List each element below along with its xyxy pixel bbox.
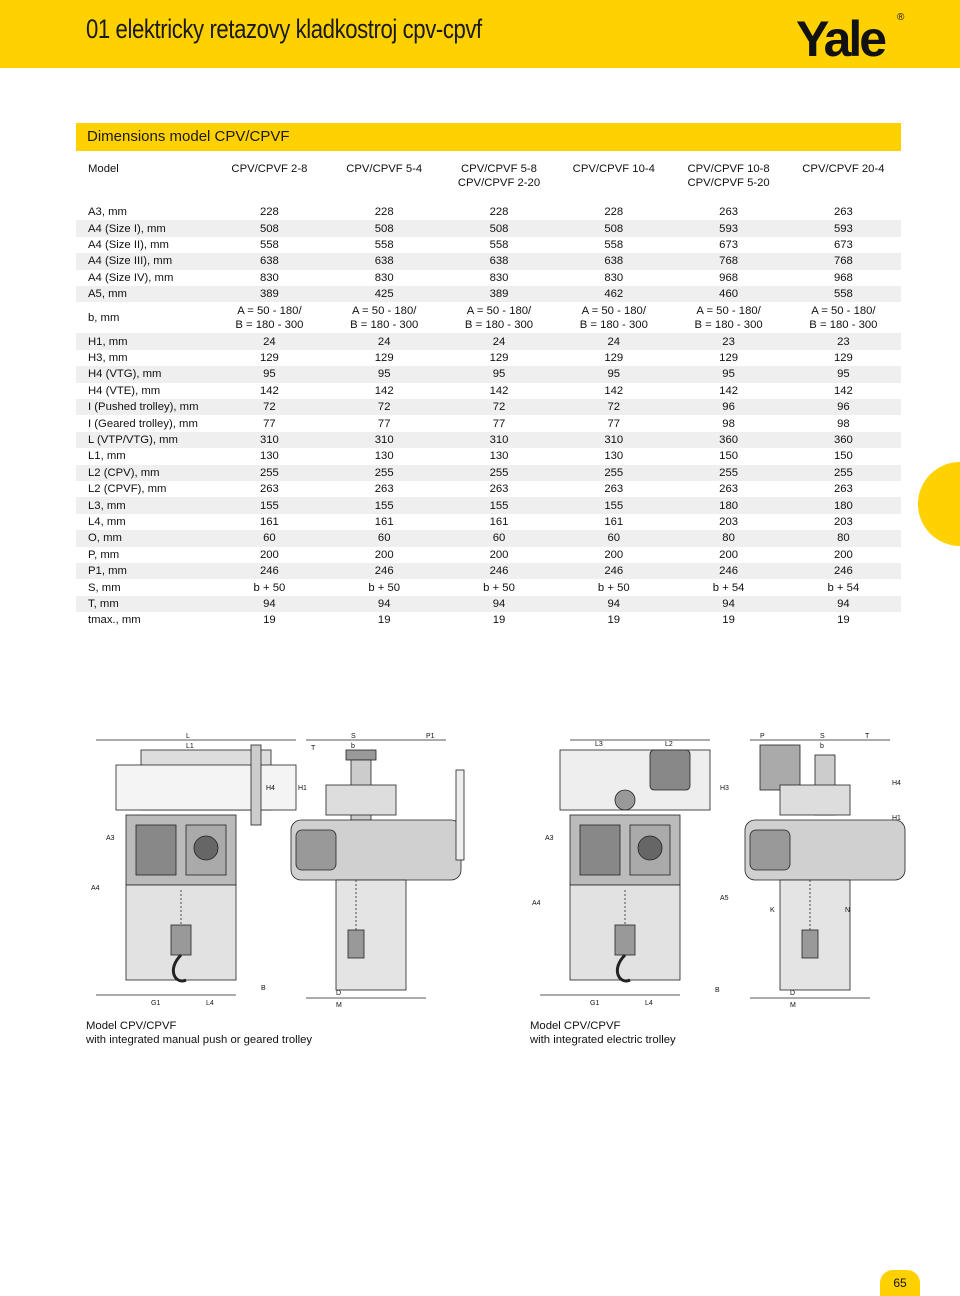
caption-line: with integrated manual push or geared trolley: [86, 1034, 313, 1046]
row-label: b, mm: [88, 311, 120, 324]
table-cell: 129: [719, 351, 739, 364]
technical-drawing-manual-trolley: [86, 730, 466, 1010]
table-cell: 263: [833, 483, 853, 496]
table-cell: 80: [722, 532, 735, 545]
table-cell: A = 50 - 180/ B = 180 - 300: [235, 304, 304, 331]
row-label: A4 (Size II), mm: [88, 238, 169, 251]
table-cell: 200: [604, 548, 624, 561]
table-cell: A = 50 - 180/ B = 180 - 300: [350, 304, 419, 331]
technical-drawing-electric-trolley: [530, 730, 910, 1010]
dim-label-p: P: [760, 733, 765, 740]
table-cell: 72: [263, 401, 276, 414]
table-cell: 508: [604, 222, 624, 235]
dim-label-a3: A3: [106, 835, 115, 842]
table-cell: 23: [722, 335, 735, 348]
dim-label-m: M: [790, 1002, 796, 1009]
dim-label-h4: H4: [892, 780, 901, 787]
row-label: I (Pushed trolley), mm: [88, 401, 199, 414]
row-label: A5, mm: [88, 288, 127, 301]
table-cell: 150: [833, 450, 853, 463]
table-cell: 155: [374, 499, 394, 512]
table-cell: 155: [604, 499, 624, 512]
table-cell: 60: [263, 532, 276, 545]
dim-label-h1: H1: [298, 785, 307, 792]
row-label: P, mm: [88, 548, 120, 561]
table-row: [76, 237, 901, 253]
table-cell: b + 50: [483, 581, 515, 594]
table-cell: b + 50: [597, 581, 630, 594]
row-label: S, mm: [88, 581, 121, 594]
row-label: L1, mm: [88, 450, 126, 463]
table-row: [76, 302, 901, 333]
table-row: [76, 415, 901, 431]
table-cell: 460: [719, 288, 739, 301]
table-cell: 228: [604, 206, 624, 219]
row-label: H1, mm: [88, 335, 128, 348]
table-cell: 72: [377, 401, 391, 414]
table-cell: 19: [492, 614, 506, 627]
dim-label-l1: L1: [186, 743, 194, 750]
row-label: L2 (CPVF), mm: [88, 483, 167, 496]
table-cell: A = 50 - 180/ B = 180 - 300: [694, 304, 763, 331]
table-cell: 593: [833, 222, 853, 235]
table-cell: 203: [833, 515, 853, 528]
table-cell: 673: [719, 238, 739, 251]
table-cell: 130: [259, 450, 279, 463]
dim-label-l4: L4: [645, 1000, 653, 1007]
row-label: L (VTP/VTG), mm: [88, 433, 178, 446]
registered-mark: ®: [897, 12, 905, 23]
table-row: [76, 366, 901, 382]
section-header: [76, 123, 901, 151]
page-number: 65: [880, 1270, 920, 1296]
table-row: [76, 579, 901, 595]
table-cell: 310: [604, 433, 624, 446]
decorative-circle: [918, 462, 960, 546]
dim-label-d: D: [790, 990, 796, 997]
table-cell: 129: [259, 351, 279, 364]
table-cell: b + 54: [827, 581, 860, 594]
table-cell: 968: [719, 271, 739, 284]
table-cell: 19: [837, 614, 850, 627]
table-cell: 263: [604, 483, 624, 496]
table-row: [76, 514, 901, 530]
table-cell: 77: [377, 417, 391, 430]
table-cell: 263: [719, 206, 739, 219]
caption-line: Model CPV/CPVF: [86, 1020, 177, 1032]
table-row: [76, 204, 901, 220]
table-cell: 142: [259, 384, 279, 397]
table-cell: 129: [604, 351, 624, 364]
table-cell: 19: [377, 614, 391, 627]
table-cell: 95: [722, 368, 735, 381]
table-cell: 142: [374, 384, 394, 397]
table-row: [76, 286, 901, 302]
row-label: tmax., mm: [88, 614, 141, 627]
column-header-1: CPV/CPVF 2-8: [231, 163, 308, 175]
dim-label-k: K: [770, 907, 775, 914]
table-cell: 255: [604, 466, 624, 479]
row-label: A4 (Size IV), mm: [88, 271, 174, 284]
table-cell: 263: [833, 206, 853, 219]
table-cell: A = 50 - 180/ B = 180 - 300: [464, 304, 534, 331]
dim-label-a5: A5: [720, 895, 729, 902]
table-cell: 425: [374, 288, 394, 301]
column-header-4: CPV/CPVF 10-4: [572, 163, 655, 175]
header-label: Model: [88, 163, 119, 175]
table-cell: 94: [263, 597, 276, 610]
table-cell: 77: [263, 417, 276, 430]
dim-label-l2: L2: [665, 741, 673, 748]
row-label: P1, mm: [88, 565, 127, 578]
row-label: I (Geared trolley), mm: [88, 417, 198, 430]
table-cell: 129: [374, 351, 394, 364]
table-row: [76, 333, 901, 349]
table-cell: 142: [489, 384, 509, 397]
table-cell: 830: [489, 271, 509, 284]
table-cell: 95: [492, 368, 506, 381]
table-cell: 638: [374, 255, 394, 268]
table-cell: b + 50: [368, 581, 401, 594]
row-label: H3, mm: [88, 351, 128, 364]
table-cell: 310: [489, 433, 509, 446]
row-label: L2 (CPV), mm: [88, 466, 160, 479]
table-cell: 508: [489, 222, 509, 235]
table-cell: 263: [259, 483, 279, 496]
table-row: [76, 448, 901, 464]
table-cell: 19: [607, 614, 621, 627]
table-cell: 60: [377, 532, 391, 545]
dim-label-p1: P1: [426, 733, 435, 740]
table-cell: b + 50: [253, 581, 286, 594]
table-cell: 23: [837, 335, 850, 348]
dim-label-b: b: [351, 743, 355, 750]
dim-label-g1: G1: [590, 1000, 600, 1007]
dim-label-t: T: [865, 733, 870, 740]
table-cell: 360: [719, 433, 739, 446]
logo-text: Yale: [796, 11, 885, 62]
table-cell: 638: [489, 255, 509, 268]
table-cell: 255: [259, 466, 279, 479]
table-cell: 98: [722, 417, 735, 430]
table-cell: 558: [489, 238, 509, 251]
column-header-6: CPV/CPVF 20-4: [802, 163, 885, 175]
dim-label-l3: L3: [595, 741, 603, 748]
row-label: H4 (VTG), mm: [88, 368, 162, 381]
caption-electric-trolley: [530, 1019, 676, 1047]
table-cell: 200: [259, 548, 279, 561]
table-row: [76, 563, 901, 579]
table-cell: 389: [259, 288, 279, 301]
table-row: [76, 612, 901, 628]
table-cell: 72: [492, 401, 506, 414]
table-cell: 255: [833, 466, 853, 479]
table-cell: 255: [489, 466, 509, 479]
table-cell: 246: [833, 565, 853, 578]
row-label: A4 (Size I), mm: [88, 222, 166, 235]
table-cell: 768: [833, 255, 853, 268]
column-header-3: CPV/CPVF 5-8 CPV/CPVF 2-20: [457, 163, 541, 189]
table-cell: 60: [492, 532, 506, 545]
table-cell: 830: [604, 271, 624, 284]
table-cell: 142: [719, 384, 739, 397]
table-cell: 180: [719, 499, 739, 512]
table-cell: 155: [489, 499, 509, 512]
table-cell: 638: [604, 255, 624, 268]
table-cell: 94: [377, 597, 391, 610]
table-cell: 161: [374, 515, 394, 528]
table-cell: A = 50 - 180/ B = 180 - 300: [809, 304, 878, 331]
table-cell: 98: [837, 417, 850, 430]
dim-label-a4: A4: [91, 885, 100, 892]
table-row: [76, 481, 901, 497]
table-cell: 80: [837, 532, 850, 545]
table-cell: 95: [837, 368, 850, 381]
table-cell: 638: [259, 255, 279, 268]
dim-label-b: b: [820, 743, 824, 750]
table-cell: 19: [263, 614, 276, 627]
table-cell: 200: [374, 548, 394, 561]
table-cell: 310: [374, 433, 394, 446]
table-cell: 95: [607, 368, 621, 381]
table-cell: 142: [833, 384, 853, 397]
table-cell: 161: [259, 515, 279, 528]
table-cell: 228: [259, 206, 279, 219]
table-cell: 200: [719, 548, 739, 561]
dim-label-a4: A4: [532, 900, 541, 907]
table-cell: 96: [722, 401, 735, 414]
table-cell: 768: [719, 255, 739, 268]
table-row: [76, 530, 901, 546]
table-cell: 246: [374, 565, 394, 578]
table-cell: 508: [374, 222, 394, 235]
dim-label-n: N: [845, 907, 851, 914]
row-label: L3, mm: [88, 499, 126, 512]
row-label: A3, mm: [88, 206, 127, 219]
table-header-row: [76, 162, 901, 192]
table-cell: 508: [259, 222, 279, 235]
table-cell: 246: [259, 565, 279, 578]
column-header-5: CPV/CPVF 10-8 CPV/CPVF 5-20: [687, 163, 770, 189]
table-cell: 19: [722, 614, 735, 627]
table-cell: 129: [833, 351, 853, 364]
table-row: [76, 383, 901, 399]
table-row: [76, 465, 901, 481]
table-cell: 263: [374, 483, 394, 496]
table-cell: 94: [837, 597, 850, 610]
dim-label-s: S: [351, 733, 356, 740]
table-cell: 228: [489, 206, 509, 219]
table-row: [76, 547, 901, 563]
table-cell: 968: [833, 271, 853, 284]
table-cell: 558: [604, 238, 624, 251]
table-row: [76, 350, 901, 366]
table-cell: 94: [607, 597, 621, 610]
table-cell: 310: [259, 433, 279, 446]
table-cell: 24: [263, 335, 276, 348]
table-cell: 130: [604, 450, 624, 463]
yale-logo: [796, 6, 908, 62]
table-row: [76, 253, 901, 269]
table-cell: 155: [259, 499, 279, 512]
table-cell: b + 54: [712, 581, 745, 594]
dim-label-m: M: [336, 1002, 342, 1009]
dim-label-a3: A3: [545, 835, 554, 842]
table-cell: 263: [719, 483, 739, 496]
table-cell: 246: [489, 565, 509, 578]
table-cell: 130: [489, 450, 509, 463]
table-cell: 60: [607, 532, 621, 545]
table-cell: 94: [722, 597, 735, 610]
table-cell: 255: [719, 466, 739, 479]
row-label: H4 (VTE), mm: [88, 384, 161, 397]
table-cell: 830: [374, 271, 394, 284]
table-cell: 24: [492, 335, 506, 348]
table-cell: 24: [377, 335, 391, 348]
table-cell: 558: [833, 288, 853, 301]
table-cell: 593: [719, 222, 739, 235]
table-cell: 130: [374, 450, 394, 463]
dim-label-g1: G1: [151, 1000, 161, 1007]
table-row: [76, 270, 901, 286]
table-cell: 255: [374, 466, 394, 479]
table-cell: 263: [489, 483, 509, 496]
table-cell: 77: [492, 417, 506, 430]
dim-label-l4: L4: [206, 1000, 214, 1007]
dim-label-t: T: [311, 745, 316, 752]
table-cell: 246: [719, 565, 739, 578]
row-label: T, mm: [88, 597, 119, 610]
dim-label-l: L: [186, 733, 190, 740]
table-cell: 200: [489, 548, 509, 561]
table-row: [76, 497, 901, 513]
table-row: [76, 596, 901, 612]
table-cell: 94: [492, 597, 506, 610]
column-header-2: CPV/CPVF 5-4: [346, 163, 423, 175]
table-cell: 180: [833, 499, 853, 512]
dim-label-b-upper: B: [261, 985, 266, 992]
table-cell: 228: [374, 206, 394, 219]
table-row: [76, 399, 901, 415]
row-label: O, mm: [88, 532, 122, 545]
table-cell: 203: [719, 515, 739, 528]
document-title: 01 elektricky retazovy kladkostroj cpv-cpvf: [86, 14, 482, 44]
table-cell: 462: [604, 288, 624, 301]
table-cell: 95: [263, 368, 276, 381]
dim-label-h4: H4: [266, 785, 275, 792]
table-cell: 558: [259, 238, 279, 251]
caption-manual-trolley: [86, 1019, 312, 1047]
table-cell: 72: [607, 401, 621, 414]
table-cell: 77: [607, 417, 621, 430]
table-cell: 246: [604, 565, 624, 578]
table-cell: 360: [833, 433, 853, 446]
table-cell: 95: [377, 368, 391, 381]
table-cell: 142: [604, 384, 624, 397]
dim-label-h1: H1: [892, 815, 901, 822]
caption-line: with integrated electric trolley: [530, 1034, 676, 1046]
row-label: A4 (Size III), mm: [88, 255, 173, 268]
table-cell: 830: [259, 271, 279, 284]
table-cell: 389: [489, 288, 509, 301]
table-row: [76, 432, 901, 448]
dim-label-d: D: [336, 990, 342, 997]
table-row: [76, 220, 901, 236]
table-cell: A = 50 - 180/ B = 180 - 300: [579, 304, 648, 331]
table-cell: 161: [604, 515, 624, 528]
table-cell: 673: [833, 238, 853, 251]
dim-label-b-upper: B: [715, 987, 720, 994]
dim-label-s: S: [820, 733, 825, 740]
table-cell: 24: [607, 335, 621, 348]
table-cell: 150: [719, 450, 739, 463]
table-cell: 558: [374, 238, 394, 251]
row-label: L4, mm: [88, 515, 126, 528]
table-cell: 200: [833, 548, 853, 561]
section-title: Dimensions model CPV/CPVF: [87, 128, 290, 145]
caption-line: Model CPV/CPVF: [530, 1020, 621, 1032]
table-cell: 161: [489, 515, 509, 528]
table-cell: 96: [837, 401, 850, 414]
dim-label-h3: H3: [720, 785, 729, 792]
table-cell: 129: [489, 351, 509, 364]
